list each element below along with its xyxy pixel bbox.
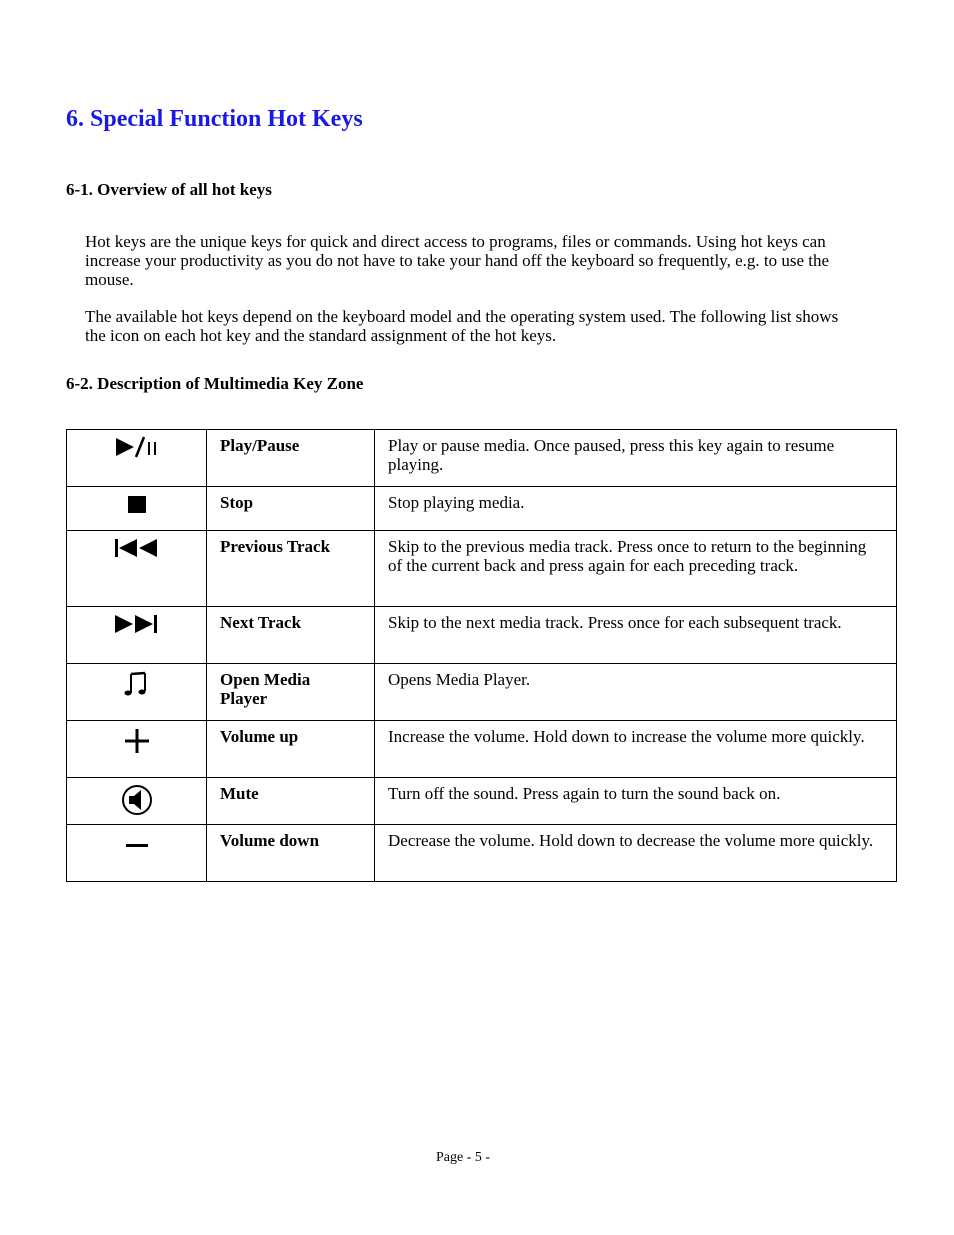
page-title: 6. Special Function Hot Keys <box>66 106 363 132</box>
key-name: Volume down <box>207 825 375 882</box>
table-row <box>67 430 897 487</box>
overview-paragraph-2: The available hot keys depend on the keyboard model and the operating system used. The following list shows the icon on each hot key and the standard assignment of the hot keys. <box>85 307 839 345</box>
previous-track-icon <box>113 537 161 559</box>
key-name: Play/Pause <box>207 430 375 487</box>
key-description: Skip to the previous media track. Press once to return to the beginning of the current back and press again for each preceding track. <box>375 531 897 607</box>
key-description: Decrease the volume. Hold down to decrease the volume more quickly. <box>375 825 897 882</box>
icon-cell <box>67 721 207 778</box>
hot-keys-table <box>66 429 897 882</box>
icon-cell <box>67 825 207 882</box>
music-note-icon <box>123 670 151 698</box>
key-name: Next Track <box>207 607 375 664</box>
section-heading-multimedia: 6-2. Description of Multimedia Key Zone <box>66 374 364 393</box>
icon-cell <box>67 430 207 487</box>
next-track-icon <box>113 613 161 635</box>
key-description: Turn off the sound. Press again to turn the sound back on. <box>375 778 897 825</box>
table-row <box>67 531 897 607</box>
key-description: Opens Media Player. <box>375 664 897 721</box>
table-row <box>67 607 897 664</box>
section-heading-overview: 6-1. Overview of all hot keys <box>66 180 272 199</box>
table-row <box>67 721 897 778</box>
overview-paragraph-1: Hot keys are the unique keys for quick and direct access to programs, files or commands. Using hot keys can increase your productivity as you do not have to take your hand off the keyboard so frequently, e.g. to use the mouse. <box>85 232 830 289</box>
key-name: Volume up <box>207 721 375 778</box>
icon-cell <box>67 531 207 607</box>
key-description: Stop playing media. <box>375 487 897 531</box>
page-number: Page - 5 - <box>435 1150 491 1165</box>
volume-down-icon <box>123 831 151 859</box>
key-description: Skip to the next media track. Press once for each subsequent track. <box>375 607 897 664</box>
icon-cell <box>67 607 207 664</box>
table-row <box>67 778 897 825</box>
key-name: Open Media Player <box>207 664 375 721</box>
mute-icon <box>121 784 153 816</box>
icon-cell <box>67 487 207 531</box>
key-name: Stop <box>207 487 375 531</box>
volume-up-icon <box>123 727 151 755</box>
stop-icon <box>126 493 148 515</box>
play-pause-icon <box>114 436 160 458</box>
icon-cell <box>67 778 207 825</box>
table-row <box>67 487 897 531</box>
key-name: Previous Track <box>207 531 375 607</box>
table-row <box>67 825 897 882</box>
key-description: Play or pause media. Once paused, press this key again to resume playing. <box>375 430 897 487</box>
icon-cell <box>67 664 207 721</box>
key-name: Mute <box>207 778 375 825</box>
key-description: Increase the volume. Hold down to increase the volume more quickly. <box>375 721 897 778</box>
table-row <box>67 664 897 721</box>
